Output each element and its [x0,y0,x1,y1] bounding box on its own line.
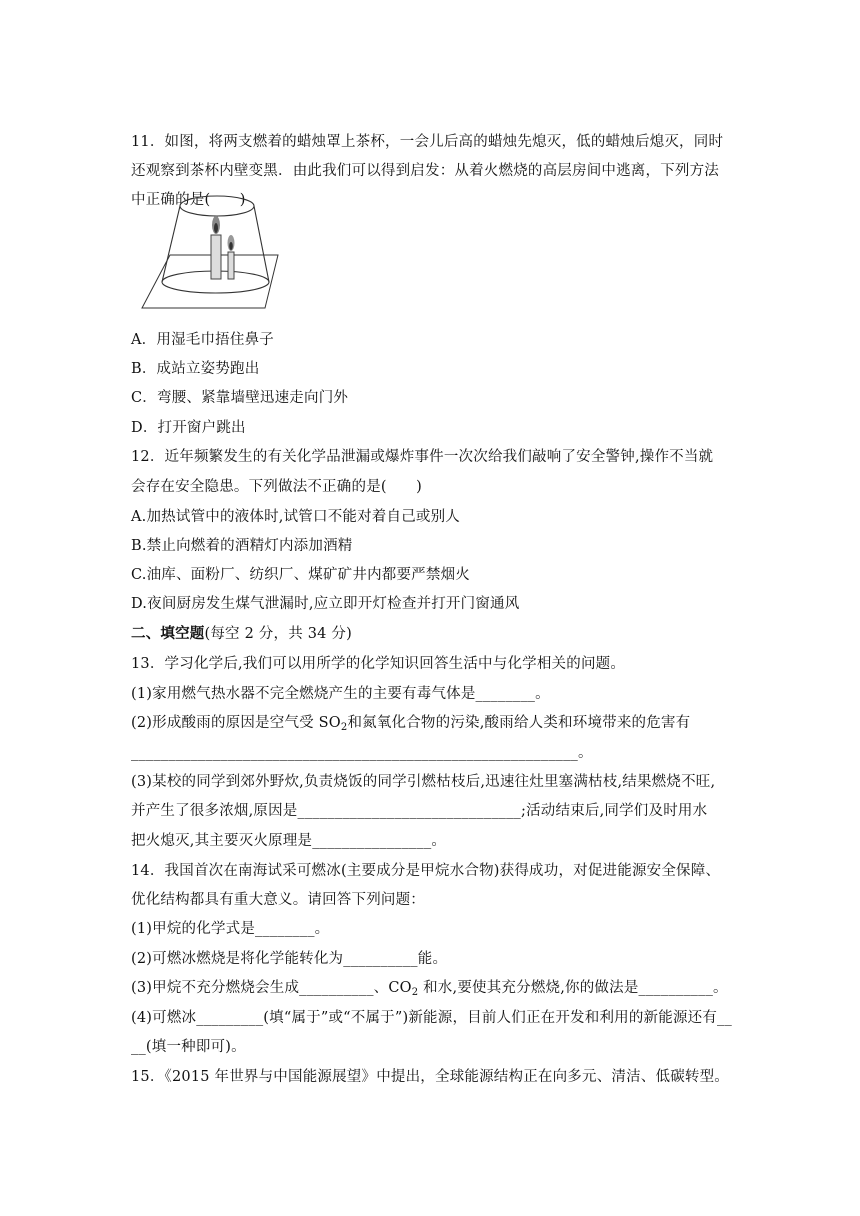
q13-part2-blank: ____________________________________________________________。 [131,745,593,761]
q11-option-b: B．成站立姿势跑出 [131,361,260,377]
q14-part4-line1: (4)可燃冰_________(填“属于”或“不属于”)新能源，目前人们正在开发和利用的新能源还有__ [131,1010,732,1026]
q13-part3-line1: (3)某校的同学到郊外野炊,负责烧饭的同学引燃枯枝后,迅速往灶里塞满枯枝,结果燃烧不旺, [131,774,716,790]
section-heading [131,624,352,644]
q12-option-a: A.加热试管中的液体时,试管口不能对着自己或别人 [131,509,460,525]
q11-option-d: D．打开窗户跳出 [131,420,246,436]
q14-part2: (2)可燃冰燃烧是将化学能转化为__________能。 [131,951,448,967]
q13-part2 [131,713,690,733]
q14-part3-a: (3)甲烷不充分燃烧会生成__________、CO [131,980,412,996]
candle-experiment-figure [140,190,280,312]
q11-stem-line3: 中正确的是( ) [131,192,246,208]
q13-stem: 13．学习化学后,我们可以用所学的化学知识回答生活中与化学相关的问题。 [131,656,626,672]
q13-part2-b: 和氮氧化合物的污染,酸雨给人类和环境带来的危害有 [347,715,691,731]
q13-part2-a: (2)形成酸雨的原因是空气受 SO [131,715,341,731]
q13-part2-sub: 2 [340,722,348,733]
q12-stem-line1: 12．近年频繁发生的有关化学品泄漏或爆炸事件一次次给我们敲响了安全警钟,操作不当就 [131,449,714,465]
q14-part3-b: 和水,要使其充分燃烧,你的做法是__________。 [418,980,728,996]
q14-part3 [131,978,728,998]
q14-part1: (1)甲烷的化学式是________。 [131,921,330,937]
q14-part4-line2: __(填一种即可)。 [131,1039,246,1055]
q11-stem-line1: 11．如图，将两支燃着的蜡烛罩上茶杯，一会儿后高的蜡烛先熄灭，低的蜡烛后熄灭，同时 [131,134,724,150]
section-score-note: (每空 2 分，共 34 分) [204,626,352,642]
q15-stem: 15．《2015 年世界与中国能源展望》中提出，全球能源结构正在向多元、清洁、低碳转型。 [131,1069,730,1085]
q12-option-c: C.油库、面粉厂、纺织厂、煤矿矿井内都要严禁烟火 [131,567,470,583]
q14-part3-sub: 2 [411,987,419,998]
q14-stem-line2: 优化结构都具有重大意义。请回答下列问题： [131,892,425,908]
q12-stem-line2: 会存在安全隐患。下列做法不正确的是( ) [131,479,423,495]
section-title: 二、填空题 [131,625,205,642]
q11-stem-line2: 还观察到茶杯内壁变黑．由此我们可以得到启发：从着火燃烧的高层房间中逃离，下列方法 [131,163,719,179]
q13-part1: (1)家用燃气热水器不完全燃烧产生的主要有毒气体是________。 [131,686,550,702]
q14-stem-line1: 14．我国首次在南海试采可燃冰(主要成分是甲烷水合物)获得成功，对促进能源安全保障、 [131,863,721,879]
q11-option-c: C．弯腰、紧靠墙壁迅速走向门外 [131,390,349,406]
q11-option-a: A．用湿毛巾捂住鼻子 [131,332,274,348]
q13-part3-line3: 把火熄灭,其主要灭火原理是________________。 [131,833,447,849]
q12-option-d: D.夜间厨房发生煤气泄漏时,应立即开灯检查并打开门窗通风 [131,596,520,612]
q13-part3-line2: 并产生了很多浓烟,原因是______________________________;活动结束后,同学们及时用水 [131,803,708,819]
q12-option-b: B.禁止向燃着的酒精灯内添加酒精 [131,538,353,554]
